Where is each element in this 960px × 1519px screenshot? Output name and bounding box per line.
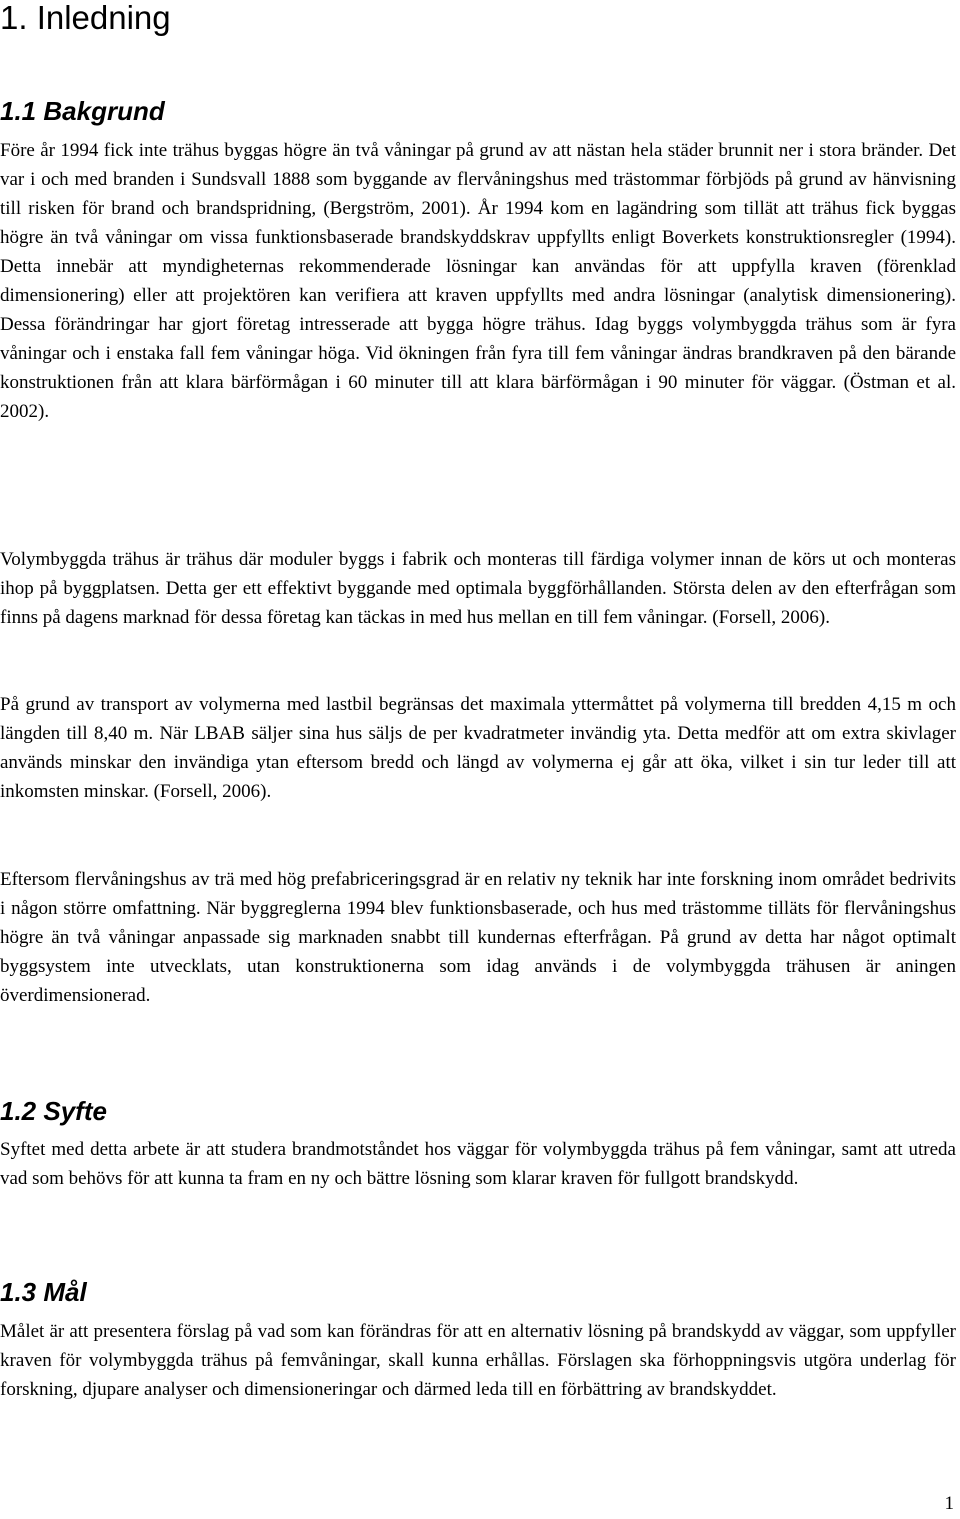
paragraph-mal: Målet är att presentera förslag på vad som kan förändras för att en alternativ lösning på brandskydd av väggar, som uppfyller kraven för volymbyggda trähus på femvåningar, skall kunna erhållas. Förslagen ska förhoppningsvis utgöra underlag för forskning, djupare analyser och dimensioneringar och därmed leda till en förbättring av brandskyddet. — [0, 1321, 956, 1400]
paragraph-bakgrund-3: På grund av transport av volymerna med lastbil begränsas det maximala yttermåttet på volymerna till bredden 4,15 m och längden till 8,40 m. När LBAB säljer sina hus säljs de per kvadratmeter invändig yta. Detta medför att om extra skivlager används minskar den invändiga ytan eftersom bredd och längd av volymerna ej går att öka, vilket i sin tur leder till att inkomsten minskar. (Forsell, 2006). — [0, 694, 956, 802]
paragraph-bakgrund-2: Volymbyggda trähus är trähus där moduler byggs i fabrik och monteras till färdiga volymer innan de körs ut och monteras ihop på byggplatsen. Detta ger ett effektivt byggande med optimala byggförhållanden. Största delen av den efterfrågan som finns på dagens marknad för dessa företag kan täckas in med hus mellan en till fem våningar. (Forsell, 2006). — [0, 549, 956, 628]
paragraph-bakgrund-1: Före år 1994 fick inte trähus byggas högre än två våningar på grund av att nästan hela städer brunnit ner i stora bränder. Det var i och med branden i Sundsvall 1888 som byggande av flervåningshus med trästommar förbjöds på grund av hänvisning till risken för brand och brandspridning, (Bergström, 2001). År 1994 kom en lagändring som tillät att trähus fick byggas högre än två våningar om vissa funktionsbaserade brandskyddskrav uppfyllts enligt Boverkets konstruktionsregler (1994). Detta innebär att myndigheternas rekommenderade lösningar kan användas för att uppfylla kraven (förenklad dimensionering) eller att projektören kan verifiera att kraven uppfyllts med andra lösningar (analytisk dimensionering). Dessa förändringar har gjort företag intresserade att bygga högre trähus. Idag byggs volymbyggda trähus som är fyra våningar och i enstaka fall fem våningar höga. Vid ökningen från fyra till fem våningar ändras brandkraven på den bärande konstruktionen från att klara bärförmågan i 60 minuter till att klara bärförmågan i 90 minuter för väggar. (Östman et al. 2002). — [0, 140, 956, 422]
section-heading-mal: 1.3 Mål — [0, 1277, 87, 1307]
paragraph-syfte: Syftet med detta arbete är att studera brandmotståndet hos väggar för volymbyggda trähus på fem våningar, samt att utreda vad som behövs för att kunna ta fram en ny och bättre lösning som klarar kraven för fullgott brandskydd. — [0, 1139, 956, 1189]
paragraph-bakgrund-4: Eftersom flervåningshus av trä med hög prefabriceringsgrad är en relativ ny teknik har inte forskning inom området bedrivits i någon större omfattning. När byggreglerna 1994 blev funktionsbaserade, och hus med trästomme tilläts för flervåningshus högre än två våningar anpassade sig marknaden snabbt till kundernas efterfrågan. På grund av detta har något optimalt byggsystem inte utvecklats, utan konstruktionerna som idag används i de volymbyggda trähusen är aningen överdimensionerad. — [0, 869, 956, 1006]
section-heading-bakgrund: 1.1 Bakgrund — [0, 96, 165, 126]
section-heading-syfte: 1.2 Syfte — [0, 1096, 107, 1126]
chapter-title: 1. Inledning — [0, 0, 171, 36]
page-number: 1 — [944, 1493, 954, 1514]
